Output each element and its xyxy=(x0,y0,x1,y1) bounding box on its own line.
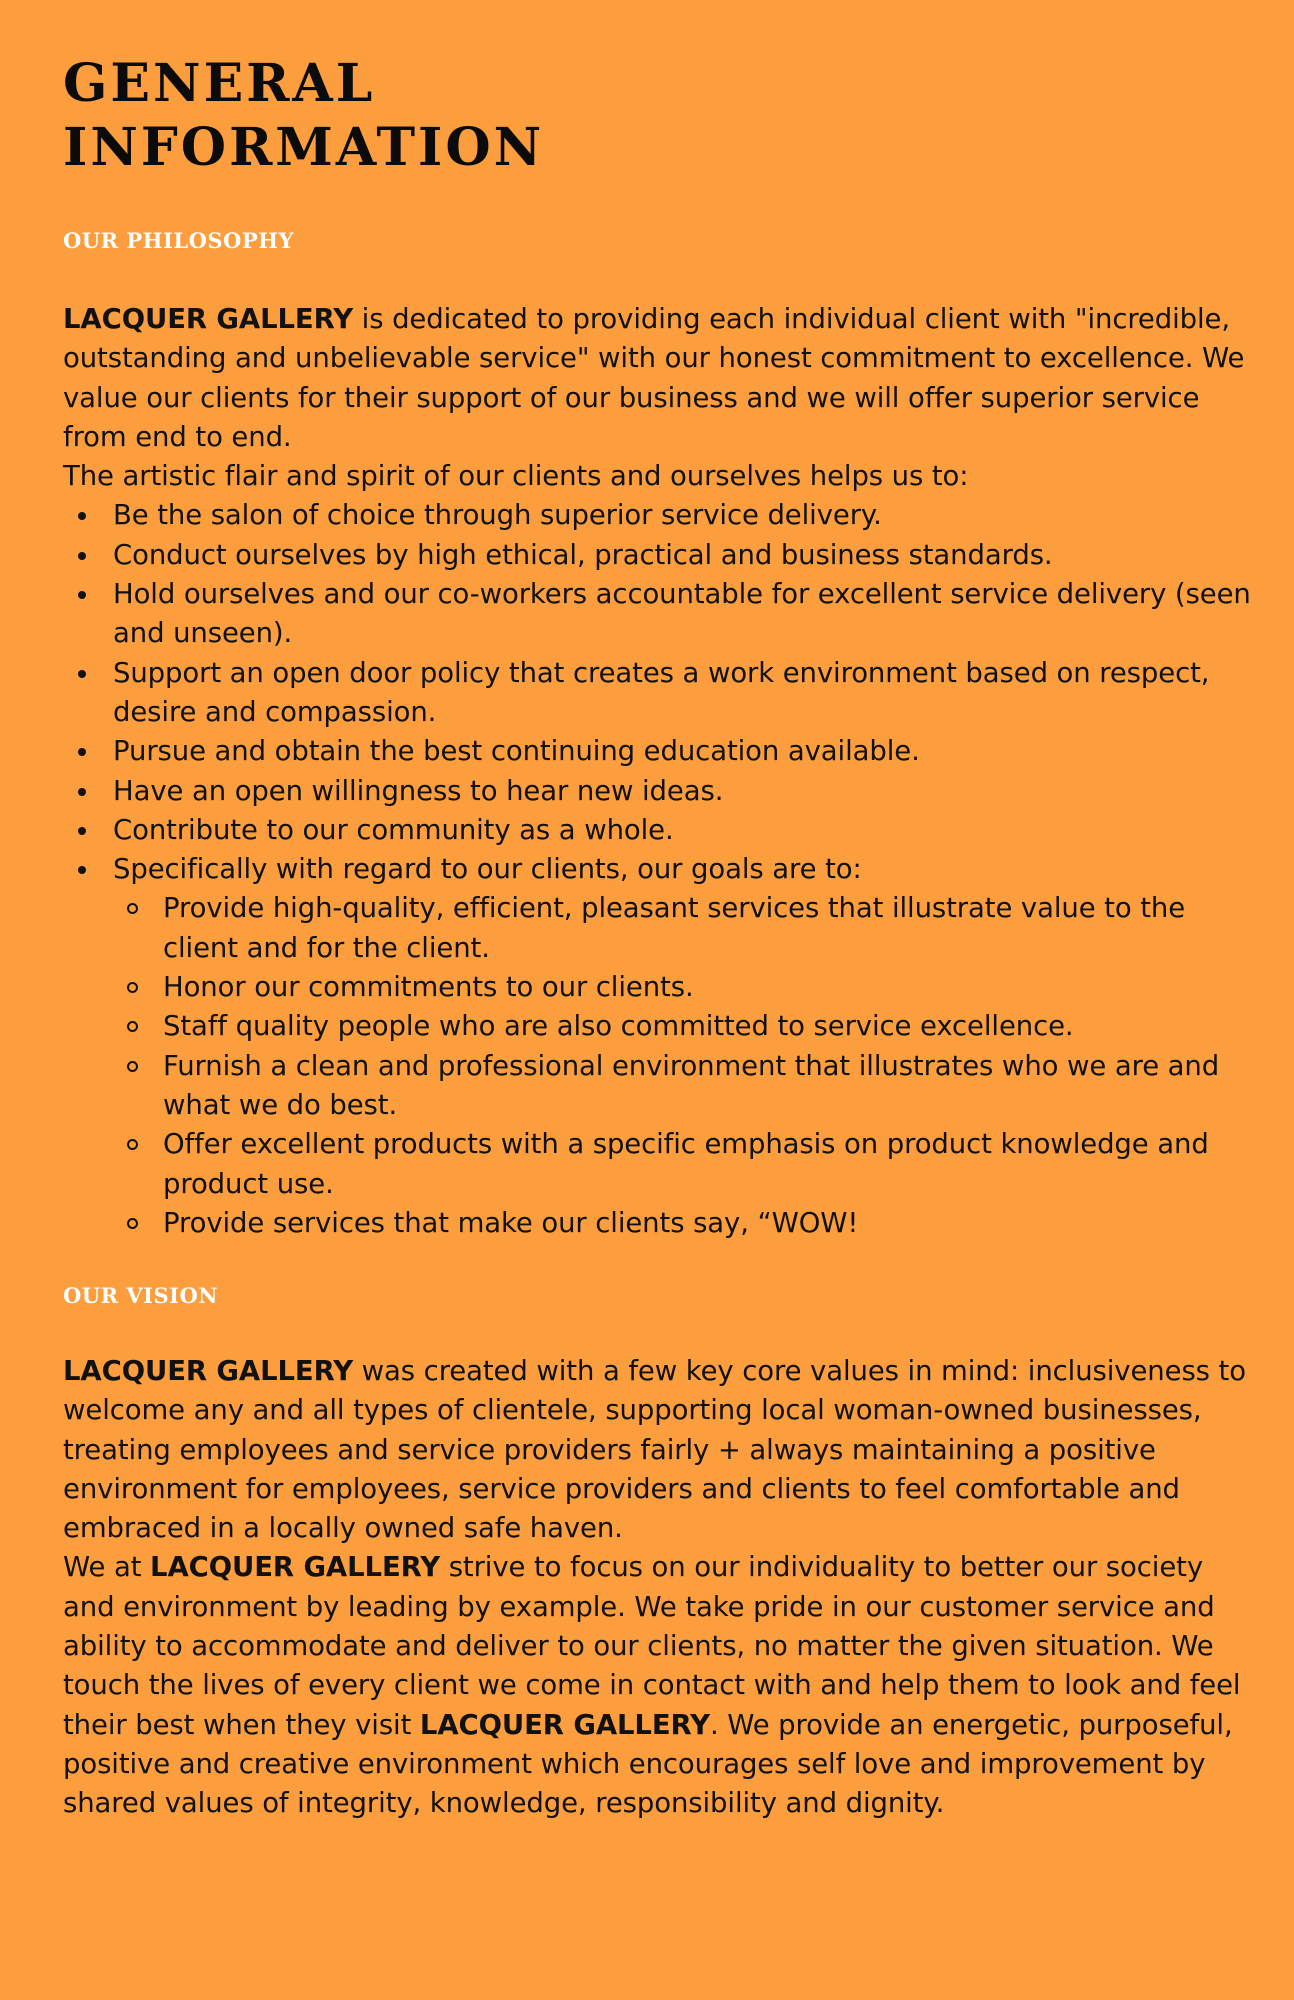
vision-paragraph-1 xyxy=(63,1352,1253,1548)
brand-name: LACQUER GALLERY xyxy=(150,1551,441,1584)
list-item: Contribute to our community as a whole. xyxy=(63,811,1253,850)
list-item: Have an open willingness to hear new ideas. xyxy=(63,772,1253,811)
list-item-with-sublist xyxy=(63,850,1253,1243)
list-item: Hold ourselves and our co-workers accountable for excellent service delivery (seen and unseen). xyxy=(63,575,1253,654)
sub-list-item: Staff quality people who are also committed to service excellence. xyxy=(113,1007,1253,1046)
sub-list-item: Provide high-quality, efficient, pleasant services that illustrate value to the client and for the client. xyxy=(113,889,1253,968)
vision-paragraph-1-text: was created with a few key core values in mind: inclusiveness to welcome any and all types of clientele, supporting local woman-owned businesses, treating employees and service providers fairly + always maintaining a positive environment for employees, service providers and clients to feel comfortable and embraced in a locally owned safe haven. xyxy=(63,1355,1246,1545)
list-item: Pursue and obtain the best continuing education available. xyxy=(63,732,1253,771)
sub-list-item: Honor our commitments to our clients. xyxy=(113,968,1253,1007)
page-title: GENERAL INFORMATION xyxy=(63,53,545,178)
vision-section xyxy=(63,1352,1253,1824)
vision-paragraph-2-end: . We provide an energetic, purposeful, positive and creative environment which encourages self love and improvement by shared values of integrity, knowledge, responsibility and dignity. xyxy=(63,1708,1233,1820)
vision-paragraph-2-middle: strive to focus on our individuality to better our society and environment by leading by example. We take pride in our customer service and ability to accommodate and deliver to our clients, no matter the given situation. We touch the lives of every client we come in contact with and help them to look and feel their best when they visit xyxy=(63,1551,1241,1741)
list-item: Be the salon of choice through superior service delivery. xyxy=(63,496,1253,535)
client-goals-sublist xyxy=(113,889,1253,1243)
list-item: Support an open door policy that creates a work environment based on respect, desire and compassion. xyxy=(63,654,1253,733)
philosophy-intro-text: is dedicated to providing each individual client with "incredible, outstanding and unbelievable service" with our honest commitment to excellence. We value our clients for their support of our business and we will offer superior service from end to end. xyxy=(63,303,1245,453)
philosophy-lead: The artistic flair and spirit of our clients and ourselves helps us to: xyxy=(63,460,969,493)
brand-name: LACQUER GALLERY xyxy=(63,1355,354,1387)
philosophy-intro xyxy=(63,300,1253,457)
vision-paragraph-2 xyxy=(63,1548,1253,1823)
philosophy-section xyxy=(63,300,1253,1243)
philosophy-bullet-list xyxy=(63,496,1253,1243)
sub-list-item: Furnish a clean and professional environment that illustrates who we are and what we do best. xyxy=(113,1047,1253,1126)
list-item: Conduct ourselves by high ethical, practical and business standards. xyxy=(63,536,1253,575)
brand-name: LACQUER GALLERY xyxy=(419,1708,710,1741)
sub-list-item: Provide services that make our clients say, “WOW! xyxy=(113,1204,1253,1243)
philosophy-heading: OUR PHILOSOPHY xyxy=(63,228,294,253)
list-item-text: Specifically with regard to our clients, our goals are to: xyxy=(113,853,862,886)
vision-heading: OUR VISION xyxy=(63,1283,218,1308)
vision-paragraph-2-start: We at xyxy=(63,1551,151,1584)
sub-list-item: Offer excellent products with a specific emphasis on product knowledge and product use. xyxy=(113,1125,1253,1204)
brand-name: LACQUER GALLERY xyxy=(63,303,354,335)
